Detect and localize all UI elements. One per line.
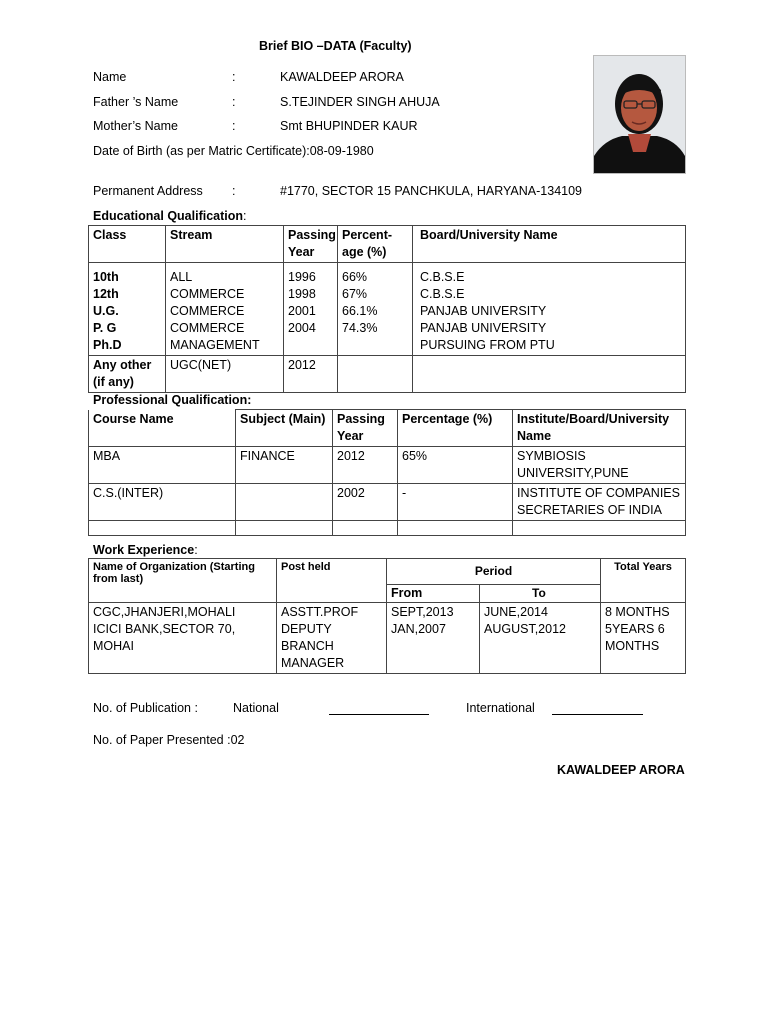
publication-national-label: National [233, 701, 279, 715]
work-heading-colon: : [194, 543, 198, 557]
subject-value [236, 521, 333, 536]
professional-row [89, 484, 686, 521]
education-header-cell: Board/University Name [413, 226, 686, 263]
total-value: 8 MONTHS [605, 605, 670, 619]
class-ug: U.G. [93, 304, 119, 318]
work-cell [89, 603, 277, 674]
professional-row [89, 521, 686, 536]
international-blank-line [552, 702, 643, 715]
post-value: ASSTT.PROF [281, 605, 359, 619]
education-cell [413, 263, 686, 356]
father-name-label: Father ’s Name [93, 95, 179, 109]
total-years-header: Total Years [614, 561, 672, 573]
percentage-value [398, 521, 513, 536]
stream-value: COMMERCE [170, 321, 245, 335]
date-of-birth: Date of Birth (as per Matric Certificate):08-09-1980 [93, 144, 374, 158]
mother-name-value: Smt BHUPINDER KAUR [280, 119, 418, 133]
board-value [413, 356, 686, 393]
course-name [89, 521, 236, 536]
signature-name: KAWALDEEP ARORA [557, 763, 685, 777]
board-value: C.B.S.E [420, 270, 465, 284]
subject-value [236, 484, 333, 521]
passing-year-value: 2004 [288, 321, 316, 335]
professional-header-cell: Subject (Main) [236, 410, 333, 447]
period-header-text: Period [474, 564, 513, 578]
professional-header-cell: Institute/Board/University Name [513, 410, 686, 447]
post-header: Post held [281, 561, 331, 573]
work-header-cell [601, 559, 686, 603]
education-cell [89, 263, 166, 356]
education-heading-text: Educational Qualification [93, 209, 244, 223]
professional-row [89, 447, 686, 484]
professional-header-cell: Passing Year [333, 410, 398, 447]
board-value: PANJAB UNIVERSITY [420, 304, 547, 318]
percentage-value: 66% [342, 270, 368, 284]
institute-value [513, 521, 686, 536]
work-header-row [89, 559, 686, 585]
address-label: Permanent Address [93, 184, 203, 198]
page-title: Brief BIO –DATA (Faculty) [259, 39, 412, 53]
mother-name-label: Mother’s Name [93, 119, 178, 133]
work-header-cell [89, 559, 277, 603]
from-value: JAN,2007 [391, 622, 446, 636]
work-heading-text: Work Experience [93, 543, 195, 557]
class-pg: P. G [93, 321, 117, 335]
passing-year-value [333, 521, 398, 536]
publication-international-label: International [466, 701, 535, 715]
passing-year-value: 2001 [288, 304, 316, 318]
professional-table [88, 409, 686, 536]
national-blank-line [329, 702, 429, 715]
passing-year-value: 1996 [288, 270, 316, 284]
to-value: AUGUST,2012 [484, 622, 566, 636]
education-header-cell: Class [89, 226, 166, 263]
post-value: DEPUTY BRANCH MANAGER [281, 622, 345, 670]
name-value: KAWALDEEP ARORA [280, 70, 404, 84]
org-value: CGC,JHANJERI,MOHALI [93, 605, 236, 619]
to-header: To [480, 585, 601, 603]
passing-year-value: 2002 [333, 484, 398, 521]
board-value: PANJAB UNIVERSITY [420, 321, 547, 335]
percentage-value: 66.1% [342, 304, 378, 318]
passing-year-value: 2012 [284, 356, 338, 393]
course-name: C.S.(INTER) [89, 484, 236, 521]
to-value: JUNE,2014 [484, 605, 548, 619]
professional-header-cell: Percentage (%) [398, 410, 513, 447]
total-value: 5YEARS 6 MONTHS [605, 622, 665, 653]
work-row [89, 603, 686, 674]
stream-value: COMMERCE [170, 287, 245, 301]
education-cell [284, 263, 338, 356]
education-header-cell: Passing Year [284, 226, 338, 263]
from-value: SEPT,2013 [391, 605, 454, 619]
name-label: Name [93, 70, 127, 84]
education-cell [166, 263, 284, 356]
publication-label: No. of Publication : [93, 701, 198, 715]
stream-value: UGC(NET) [166, 356, 284, 393]
percentage-value: 65% [398, 447, 513, 484]
institute-value: INSTITUTE OF COMPANIES SECRETARIES OF INDIA [513, 484, 686, 521]
stream-value: MANAGEMENT [170, 338, 260, 352]
class-phd: Ph.D [93, 338, 122, 352]
percentage-value: 67% [342, 287, 368, 301]
class-any-other: Any other (if any) [89, 356, 166, 393]
work-header-cell [277, 559, 387, 603]
work-cell [387, 603, 480, 674]
org-header: Name of Organization (Starting from last) [93, 561, 255, 585]
subject-value: FINANCE [236, 447, 333, 484]
org-value: ICICI BANK,SECTOR 70, MOHAI [93, 622, 236, 653]
portrait-image [594, 56, 685, 173]
period-header [387, 559, 601, 585]
passing-year-value: 2012 [333, 447, 398, 484]
papers-presented: No. of Paper Presented :02 [93, 733, 245, 747]
education-row [89, 356, 686, 393]
education-heading-colon: : [243, 209, 247, 223]
passing-year-value: 1998 [288, 287, 316, 301]
stream-value: COMMERCE [170, 304, 245, 318]
education-header-cell: Percent-age (%) [338, 226, 413, 263]
work-table [88, 558, 686, 674]
board-value: C.B.S.E [420, 287, 465, 301]
percentage-value [338, 356, 413, 393]
professional-heading: Professional Qualification: [93, 393, 252, 407]
education-table [88, 225, 686, 393]
education-header-cell: Stream [166, 226, 284, 263]
education-header-row [89, 226, 686, 263]
address-value: #1770, SECTOR 15 PANCHKULA, HARYANA-134109 [280, 184, 582, 198]
class-12th: 12th [93, 287, 119, 301]
father-name-colon: : [232, 95, 236, 109]
percentage-value: - [398, 484, 513, 521]
work-cell [277, 603, 387, 674]
board-value: PURSUING FROM PTU [420, 338, 555, 352]
percentage-value: 74.3% [342, 321, 378, 335]
professional-header-row [89, 410, 686, 447]
mother-name-colon: : [232, 119, 236, 133]
stream-value: ALL [170, 270, 193, 284]
education-heading [93, 209, 247, 223]
father-name-value: S.TEJINDER SINGH AHUJA [280, 95, 440, 109]
address-colon: : [232, 184, 236, 198]
name-colon: : [232, 70, 236, 84]
work-heading [93, 543, 198, 557]
applicant-photo [593, 55, 686, 174]
institute-value: SYMBIOSIS UNIVERSITY,PUNE [513, 447, 686, 484]
from-header: From [387, 585, 480, 603]
professional-header-cell: Course Name [89, 410, 236, 447]
education-cell [338, 263, 413, 356]
class-10th: 10th [93, 270, 119, 284]
work-cell [601, 603, 686, 674]
course-name: MBA [89, 447, 236, 484]
work-cell [480, 603, 601, 674]
education-row [89, 263, 686, 356]
